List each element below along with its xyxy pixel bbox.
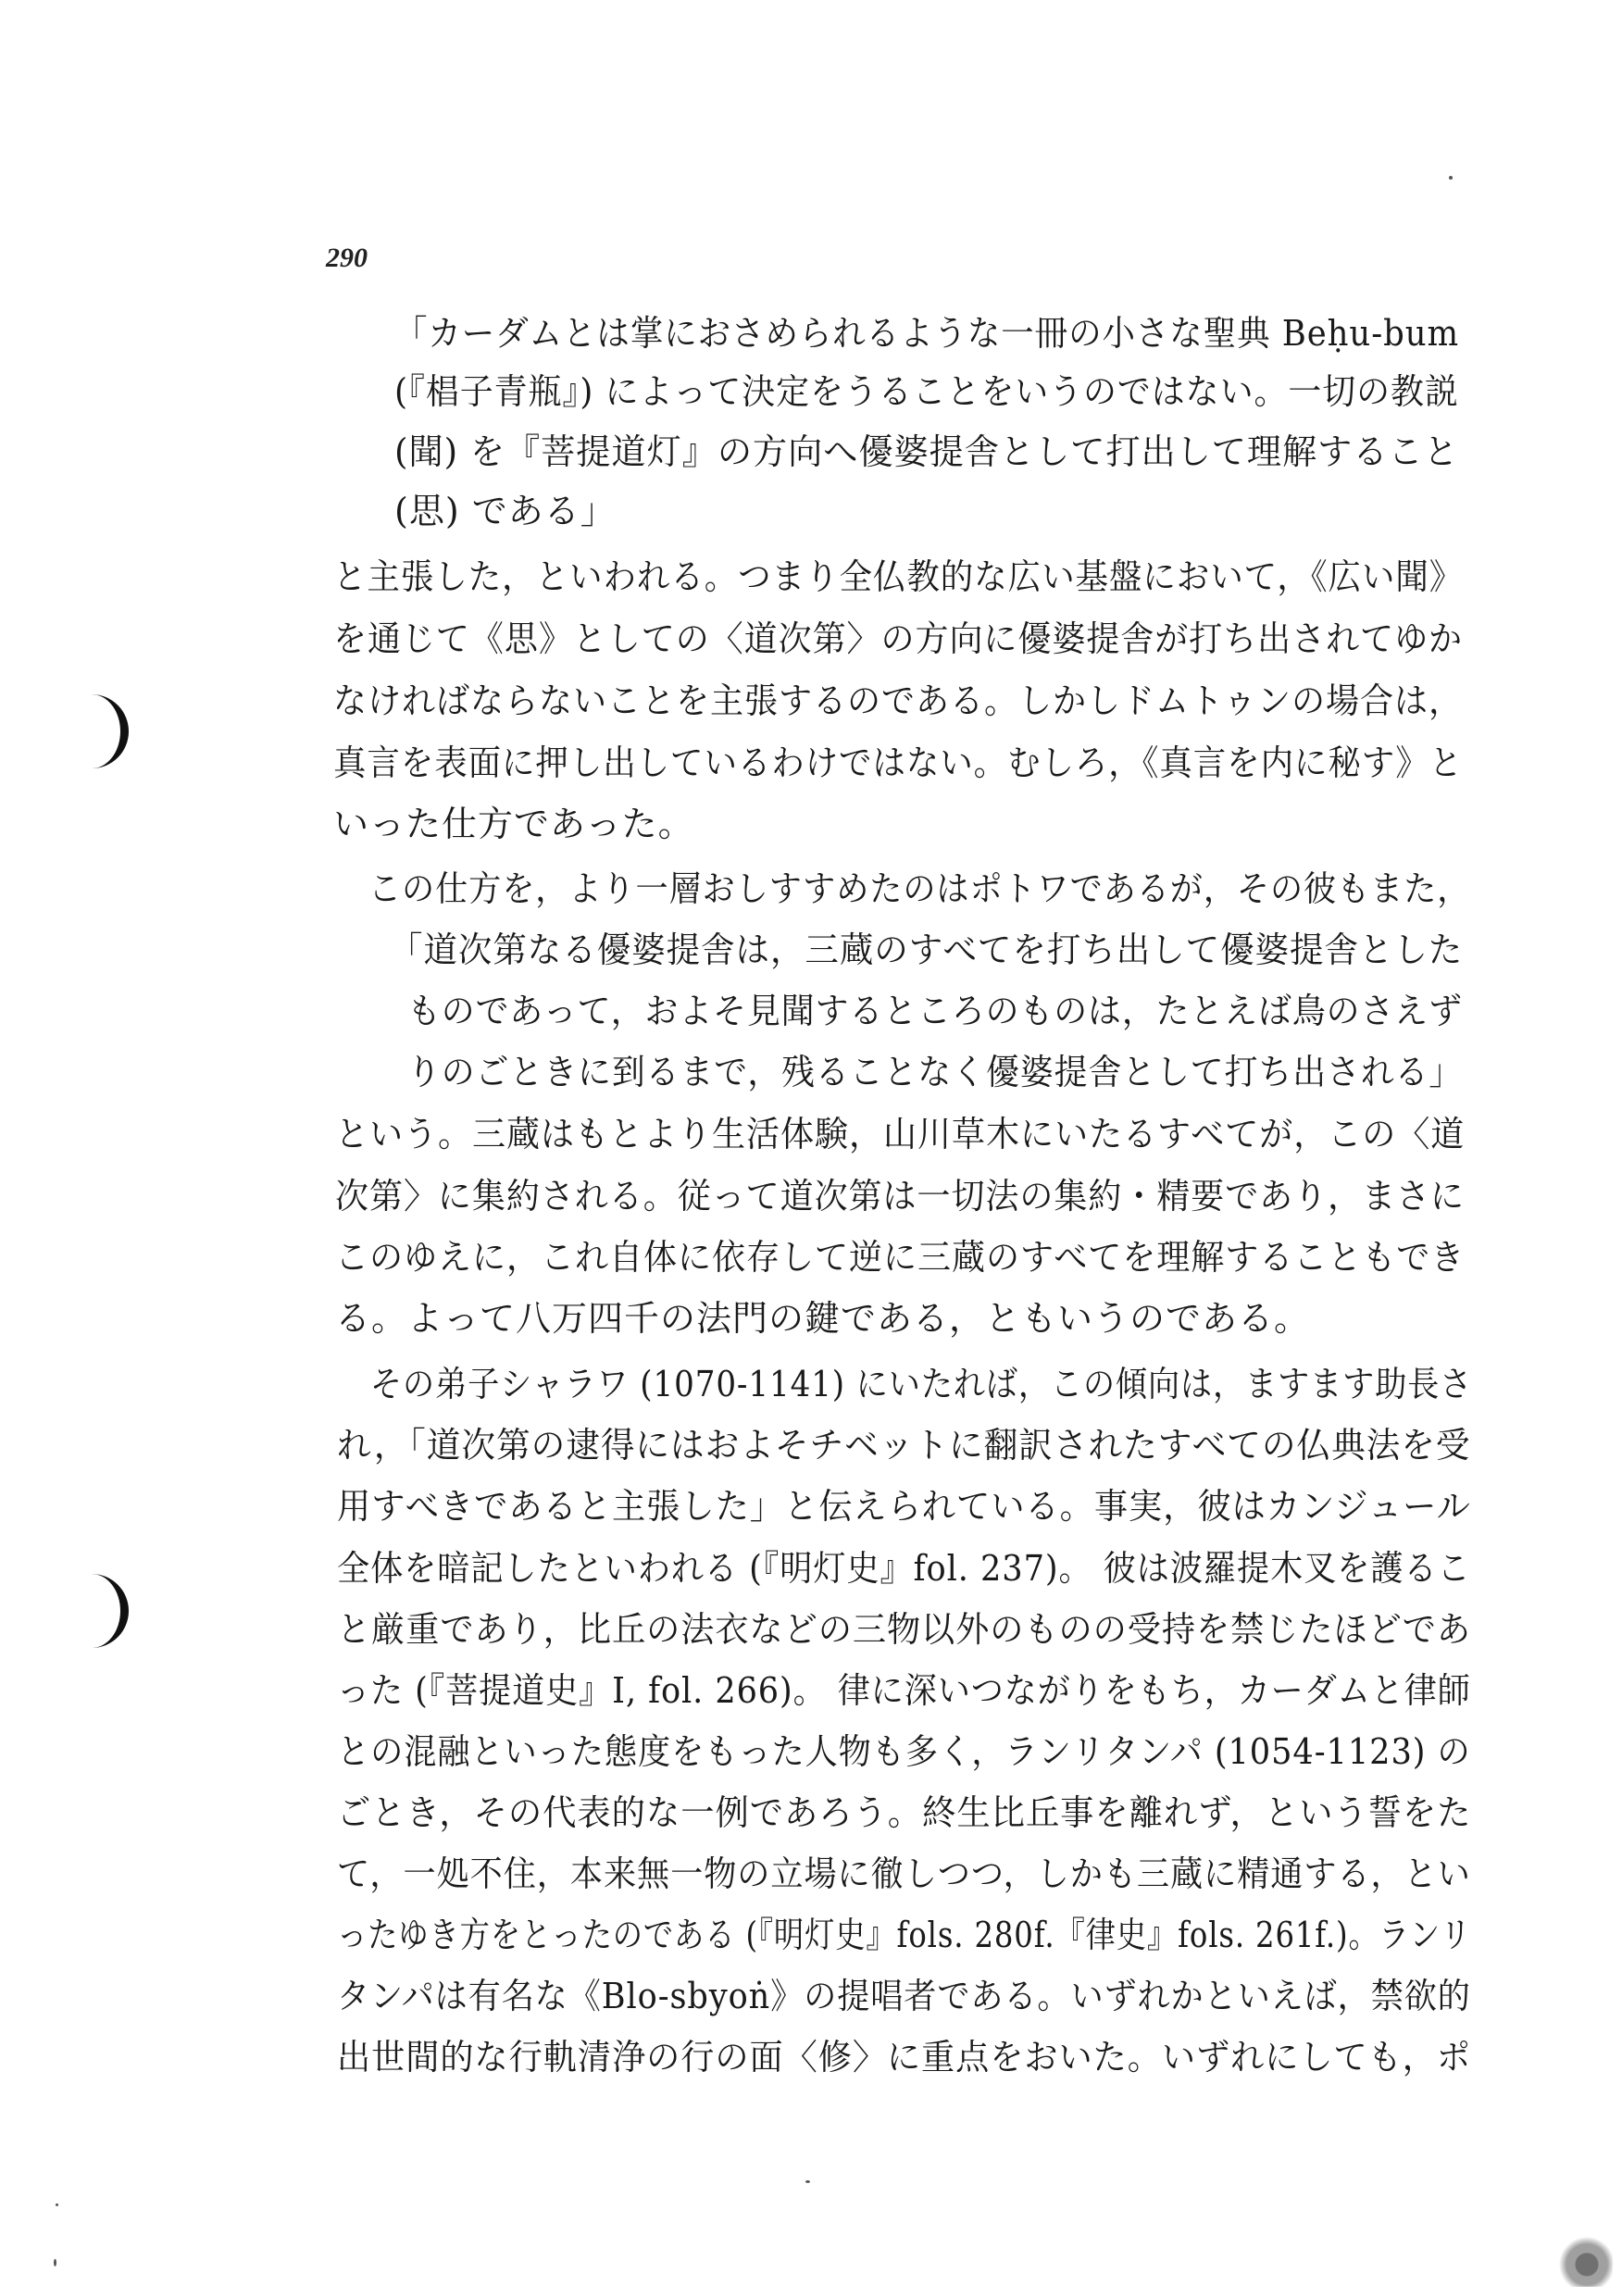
text-line: (思) である」	[394, 491, 617, 531]
text-line: (『椙子青瓶』) によって決定をうることをいうのではない。一切の教説	[394, 371, 1459, 412]
text-line: ったゆき方をとったのである (『明灯史』fols. 280f.『律史』fols. 261f.)。ランリ	[337, 1915, 1472, 1955]
text-line: 「カーダムとは掌におさめられるような一冊の小さな聖典 Beḥu-bum	[394, 313, 1460, 354]
scan-speck	[56, 2203, 58, 2206]
scan-speck	[1449, 176, 1453, 180]
text-line: ごとき，その代表的な一例であろう。終生比丘事を離れず，という誓をた	[337, 1792, 1472, 1833]
text-line: (聞) を『菩提道灯』の方向へ優婆提舎として打出して理解すること	[394, 431, 1459, 472]
text-line: れ，「道次第の逮得にはおよそチベットに翻訳されたすべての仏典法を受	[337, 1425, 1471, 1466]
text-line: 用すべきであると主張した」と伝えられている。事実，彼はカンジュール	[337, 1486, 1471, 1527]
text-line: て，一処不住，本来無一物の立場に徹しつつ，しかも三蔵に精通する，とい	[337, 1853, 1471, 1894]
text-line: との混融といった態度をもった人物も多く，ランリタンパ (1054-1123) の	[337, 1731, 1471, 1772]
text-line: ものであって，およそ見聞するところのものは，たとえば鳥のさえず	[407, 991, 1463, 1031]
text-line: 「道次第なる優婆提舎は，三蔵のすべてを打ち出して優婆提舎とした	[389, 930, 1464, 970]
text-line: このゆえに，これ自体に依存して逆に三蔵のすべてを理解することもでき	[335, 1237, 1466, 1278]
text-line: と厳重であり，比丘の法衣などの三物以外のものの受持を禁じたほどであ	[337, 1609, 1472, 1650]
text-line: いった仕方であった。	[333, 804, 694, 844]
scan-speck	[54, 2259, 56, 2266]
text-line: なければならないことを主張するのである。しかしドムトゥンの場合は，	[333, 680, 1464, 721]
text-line: った (『菩提道史』I, fol. 266)。 律に深いつながりをもち，カーダムと律師	[337, 1670, 1471, 1711]
page-number: 290	[326, 243, 368, 273]
scan-smudge	[1548, 2231, 1613, 2287]
text-line: 次第〉に集約される。従って道次第は一切法の集約・精要であり，まさに	[335, 1176, 1466, 1217]
text-line: 全体を暗記したといわれる (『明灯史』fol. 237)。 彼は波羅提木叉を護るこ	[337, 1548, 1471, 1589]
text-line: と主張した，といわれる。つまり全仏教的な広い基盤において，《広い聞》	[333, 556, 1464, 597]
text-line: りのごときに到るまで，残ることなく優婆提舎として打ち出される」	[407, 1052, 1464, 1092]
text-line: タンパは有名な《Blo-sbyoṅ》の提唱者である。いずれかといえば，禁欲的	[337, 1976, 1471, 2016]
text-line: この仕方を，より一層おしすすめたのはポトワであるが，その彼もまた，	[368, 868, 1471, 909]
text-line: という。三蔵はもとより生活体験，山川草木にいたるすべてが，この〈道	[335, 1114, 1466, 1154]
scan-speck	[805, 2180, 810, 2183]
text-line: を通じて《思》としての〈道次第〉の方向に優婆提舎が打ち出されてゆか	[333, 618, 1464, 659]
text-line: 出世間的な行軌清浄の行の面〈修〉に重点をおいた。いずれにしても，ポ	[337, 2037, 1472, 2078]
text-line: 真言を表面に押し出しているわけではない。むしろ，《真言を内に秘す》と	[333, 742, 1464, 783]
text-line: る。よって八万四千の法門の鍵である，ともいうのである。	[335, 1298, 1311, 1339]
text-line: その弟子シャラワ (1070-1141) にいたれば，この傾向は，ますます助長さ	[370, 1364, 1473, 1404]
